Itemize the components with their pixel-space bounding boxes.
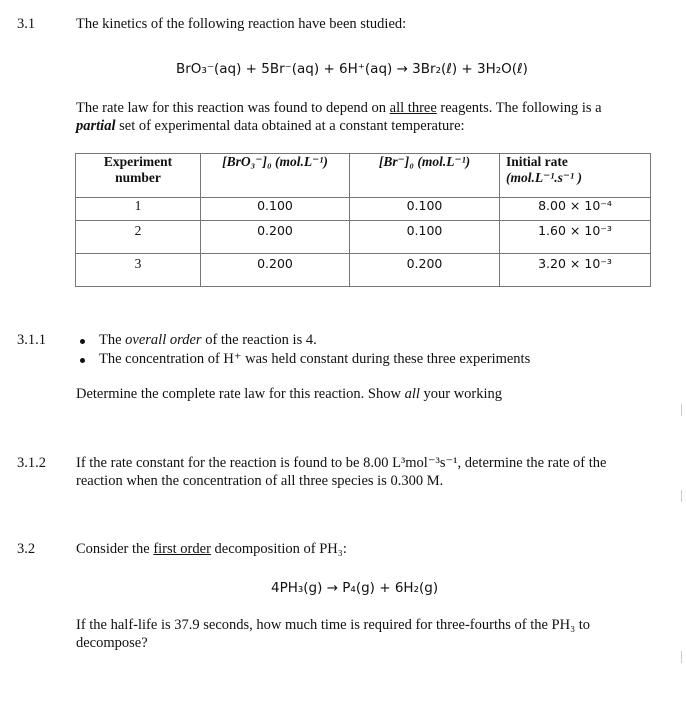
question-3-1-2-line1: If the rate constant for the reaction is found to be 8.00 L³mol⁻³s⁻¹, determine the rate of the xyxy=(76,455,607,471)
decomposition-equation: 4PH₃(g) → P₄(g) + 6H₂(g) xyxy=(271,580,439,596)
cell-experiment: 1 xyxy=(76,198,201,221)
question-intro-3-1: The kinetics of the following reaction have been studied: xyxy=(76,16,407,32)
question-number-3-1: 3.1 xyxy=(17,16,36,32)
table-row xyxy=(76,254,651,287)
question-number-3-2: 3.2 xyxy=(17,541,36,557)
cell-bromide: 0.200 xyxy=(350,254,500,287)
margin-mark xyxy=(681,404,682,416)
bullet-icon xyxy=(80,339,85,344)
cell-rate: 3.20 × 10⁻³ xyxy=(500,254,651,287)
bullet-overall-order: The overall order of the reaction is 4. xyxy=(99,332,317,348)
header-bromide-concentration: [Br⁻]₀ (mol.L⁻¹) xyxy=(350,154,500,198)
underlined-all-three: all three xyxy=(389,100,437,116)
question-3-2-line1: If the half-life is 37.9 seconds, how much time is required for three-fourths of the PH₃ to xyxy=(76,617,591,633)
header-bromate-concentration: [BrO₃⁻]₀ (mol.L⁻¹) xyxy=(201,154,350,198)
question-number-3-1-2: 3.1.2 xyxy=(17,455,46,471)
instruction-3-1-1: Determine the complete rate law for this reaction. Show all your working xyxy=(76,386,503,402)
cell-experiment: 2 xyxy=(76,221,201,254)
cell-bromate: 0.200 xyxy=(201,221,350,254)
header-initial-rate: Initial rate (mol.L⁻¹.s⁻¹ ) xyxy=(500,154,651,198)
table-header-row xyxy=(76,154,651,198)
margin-mark xyxy=(681,651,682,663)
cell-bromide: 0.100 xyxy=(350,221,500,254)
cell-bromate: 0.200 xyxy=(201,254,350,287)
experiment-data-table xyxy=(75,153,651,287)
cell-rate: 8.00 × 10⁻⁴ xyxy=(500,198,651,221)
table-row xyxy=(76,198,651,221)
cell-rate: 1.60 × 10⁻³ xyxy=(500,221,651,254)
question-number-3-1-1: 3.1.1 xyxy=(17,332,46,348)
bullet-icon xyxy=(80,358,85,363)
rate-law-description-line1: The rate law for this reaction was found to depend on all three reagents. The following is a xyxy=(76,100,602,116)
margin-mark xyxy=(681,490,682,502)
header-experiment-number: Experiment number xyxy=(76,154,201,198)
cell-bromate: 0.100 xyxy=(201,198,350,221)
reaction-equation: BrO₃⁻(aq) + 5Br⁻(aq) + 6H⁺(aq) → 3Br₂(ℓ) + 3H₂O(ℓ) xyxy=(176,61,528,77)
rate-law-description-line2: partial set of experimental data obtained at a constant temperature: xyxy=(76,118,465,134)
question-3-2-line2: decompose? xyxy=(76,635,148,651)
question-intro-3-2: Consider the first order decomposition of PH₃: xyxy=(76,541,347,557)
cell-experiment: 3 xyxy=(76,254,201,287)
question-3-1-2-line2: reaction when the concentration of all three species is 0.300 M. xyxy=(76,473,444,489)
bullet-h-plus-constant: The concentration of H⁺ was held constant during these three experiments xyxy=(99,351,531,367)
table-row xyxy=(76,221,651,254)
underlined-first-order: first order xyxy=(153,541,211,557)
cell-bromide: 0.100 xyxy=(350,198,500,221)
